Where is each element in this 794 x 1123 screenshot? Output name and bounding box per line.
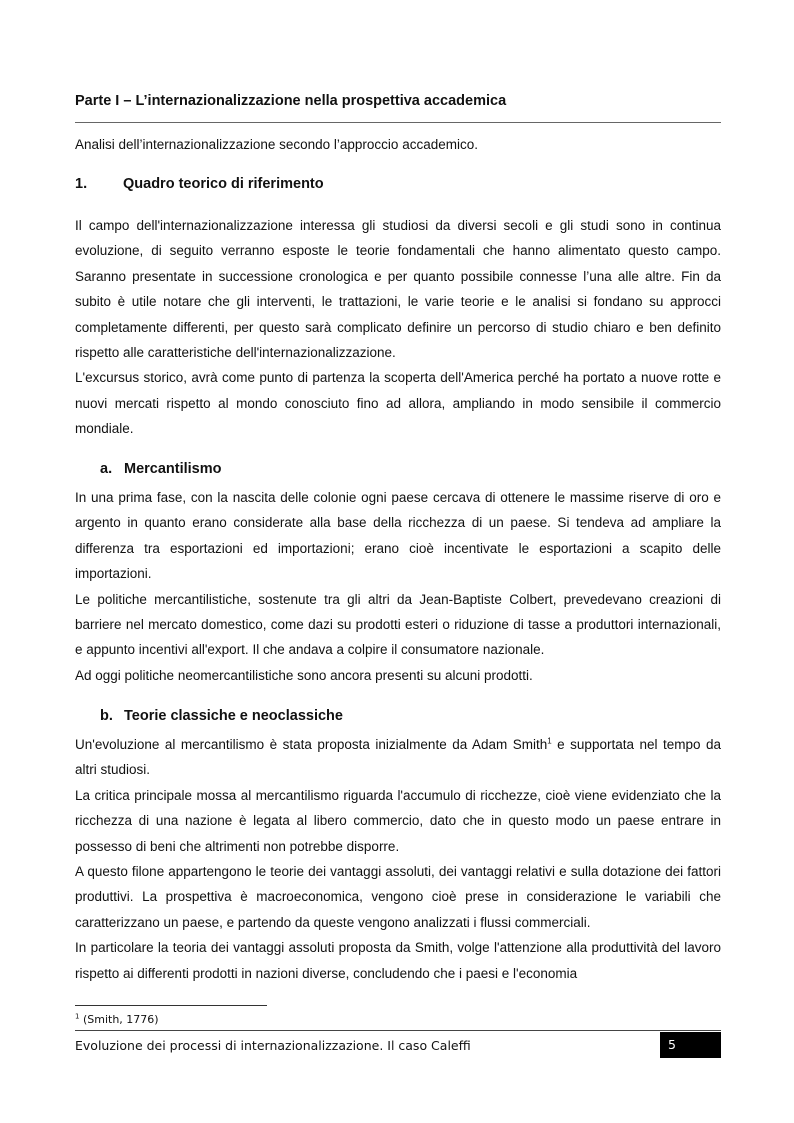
section-a-paragraph-2: Le politiche mercantilistiche, sostenute tra gli altri da Jean-Baptiste Colbert, prevedevano creazioni di barriere nel mercato domestico, come dazi su prodotti esteri o riduzione di tasse a produttori internazionali, e appunto incentivi all'export. Il che andava a colpire il consumatore nazionale. (75, 591, 721, 658)
footnote-number: 1 (75, 1012, 80, 1021)
section-a-body (75, 485, 721, 688)
footnote (75, 1013, 159, 1026)
footnote-text: (Smith, 1776) (79, 1013, 159, 1026)
part-subtitle: Analisi dell’internazionalizzazione secondo l’approccio accademico. (75, 137, 478, 152)
footnote-reference[interactable]: 1 (547, 736, 552, 746)
section-a-title: Mercantilismo (124, 461, 222, 477)
section-b-body (75, 732, 721, 986)
section-b-heading (100, 708, 343, 724)
section-a-heading (100, 461, 222, 477)
part-title: Parte I – L’internazionalizzazione nella prospettiva accademica (75, 93, 507, 109)
part-title-rule (75, 122, 721, 123)
section-b-paragraph-1-text: Un'evoluzione al mercantilismo è stata proposta inizialmente da Adam Smith (75, 737, 548, 752)
section-b-paragraph-4: In particolare la teoria dei vantaggi assoluti proposta da Smith, volge l'attenzione alla produttività del lavoro rispetto ai differenti prodotti in nazioni diverse, concludendo che i paesi e l'economia (75, 940, 721, 981)
section-1-body (75, 213, 721, 442)
section-1-paragraph-2: L'excursus storico, avrà come punto di partenza la scoperta dell'America perché ha portato a nuove rotte e nuovi mercati rispetto al mondo conosciuto fino ad allora, ampliando in modo sensibile il commercio mondiale. (75, 370, 721, 437)
section-b-paragraph-1 (75, 732, 721, 783)
section-1-title: Quadro teorico di riferimento (123, 176, 324, 192)
section-b-paragraph-3: A questo filone appartengono le teorie dei vantaggi assoluti, dei vantaggi relativi e sulla dotazione dei fattori produttivi. La prospettiva è macroeconomica, vengono cioè prese in considerazione le variabili che caratterizzano un paese, e partendo da queste vengono analizzati i flussi commerciali. (75, 864, 721, 930)
section-b-letter: b. (100, 708, 113, 724)
section-1-heading (75, 176, 324, 192)
section-b-title: Teorie classiche e neoclassiche (124, 708, 343, 724)
section-b-paragraph-2: La critica principale mossa al mercantilismo riguarda l'accumulo di ricchezze, cioè viene evidenziato che la ricchezza di una nazione è legata al libero commercio, dato che in questo modo un paese entrare in possesso di beni che altrimenti non potrebbe disporre. (75, 787, 721, 854)
section-1-number: 1. (75, 176, 88, 192)
section-1-paragraph-1: Il campo dell'internazionalizzazione interessa gli studiosi da diversi secoli e gli studi sono in continua evoluzione, di seguito verranno esposte le teorie fondamentali che hanno alimentato questo campo. Saranno presentate in successione cronologica e per quanto possibile connesse l’una alle altre. Fin da subito è utile notare che gli interventi, le trattazioni, le varie teorie e le analisi si fondano su approcci completamente differenti, per questo sarà complicato definire un percorso di studio chiaro e ben definito rispetto alle caratteristiche dell'internazionalizzazione. (75, 218, 721, 361)
footer-title: Evoluzione dei processi di internazionalizzazione. Il caso Caleffi (75, 1038, 471, 1053)
section-a-letter: a. (100, 461, 113, 477)
section-a-paragraph-3: Ad oggi politiche neomercantilistiche sono ancora presenti su alcuni prodotti. (75, 667, 533, 683)
page-number: 5 (660, 1032, 721, 1058)
section-b-paragraph-1-text-end: e supportata nel tempo da altri studiosi. (75, 737, 722, 778)
section-a-paragraph-1: In una prima fase, con la nascita delle colonie ogni paese cercava di ottenere le massime riserve di oro e argento in quanto erano considerate alla base della ricchezza di un paese. Si tendeva ad ampliare la differenza tra esportazioni ed importazioni; erano cioè incentivate le esportazioni a scapito delle importazioni. (75, 490, 721, 582)
footnote-separator (75, 1005, 267, 1006)
footer-rule (75, 1030, 721, 1031)
